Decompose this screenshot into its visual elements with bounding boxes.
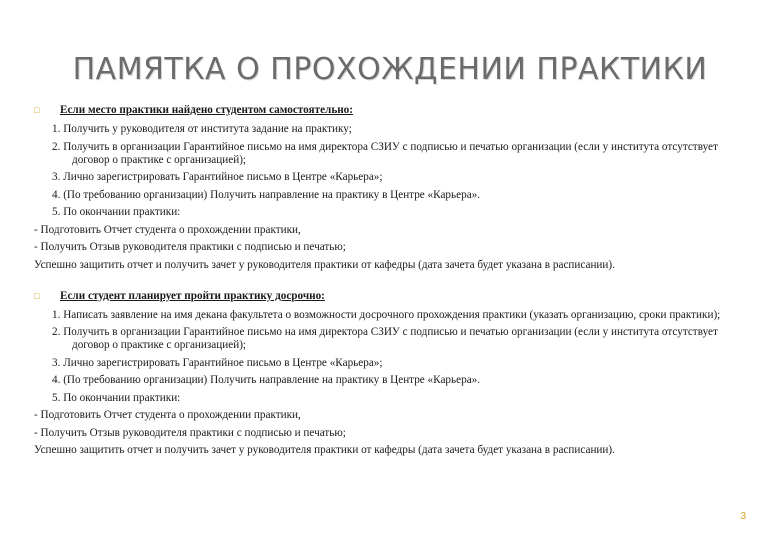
item-number: 1. <box>52 308 61 321</box>
section-early <box>34 290 746 458</box>
list-item <box>34 392 746 405</box>
square-bullet-icon: □ <box>34 105 40 115</box>
item-number: 1. <box>52 123 61 135</box>
item-text: Получить в организации Гарантийное письмо на имя директора СЗИУ с подписью и печатью организации (если у института отсутствует договор о практике с организацией); <box>63 326 718 351</box>
list-item <box>34 141 746 167</box>
item-number: 3. <box>52 171 61 183</box>
list-item <box>34 309 746 322</box>
item-text: Получить у руководителя от института задание на практику; <box>63 123 352 135</box>
item-text: Успешно защитить отчет и получить зачет у руководителя практики от кафедры (дата зачета будет указана в расписании). <box>34 258 615 271</box>
list-item <box>34 189 746 202</box>
list-item <box>34 224 746 237</box>
item-text: - Подготовить Отчет студента о прохождении практики, <box>34 409 301 421</box>
item-text: По окончании практики: <box>63 206 181 218</box>
item-text: - Подготовить Отчет студента о прохождении практики, <box>34 223 301 236</box>
list-item <box>34 259 746 272</box>
item-text: Получить в организации Гарантийное письмо на имя директора СЗИУ с подписью и печатью организации (если у института отсутствует договор о практике с организацией); <box>63 140 718 166</box>
section-heading-text: Если место практики найдено студентом самостоятельно: <box>60 104 354 116</box>
item-text: Написать заявление на имя декана факультета о возможности досрочного прохождения практики (указать организацию, сроки практики); <box>63 308 721 321</box>
slide-title: ПАМЯТКА О ПРОХОЖДЕНИИ ПРАКТИКИ <box>72 52 708 87</box>
list-item <box>34 409 746 422</box>
item-number: 5. <box>52 206 61 218</box>
square-bullet-icon: □ <box>34 290 40 301</box>
slide-content <box>34 104 746 462</box>
list-item <box>34 241 746 254</box>
item-text: Лично зарегистрировать Гарантийное письмо в Центре «Карьера»; <box>63 356 383 369</box>
list-item <box>34 326 746 352</box>
item-text: (По требованию организации) Получить направление на практику в Центре «Карьера». <box>63 188 481 201</box>
list-item <box>34 444 746 457</box>
page-number: 3 <box>740 511 746 522</box>
item-text: Лично зарегистрировать Гарантийное письмо в Центре «Карьера»; <box>63 171 383 183</box>
item-number: 3. <box>52 356 61 369</box>
section-heading <box>34 290 746 303</box>
item-text: - Получить Отзыв руководителя практики с подписью и печатью; <box>34 426 346 439</box>
item-text: (По требованию организации) Получить направление на практику в Центре «Карьера». <box>63 374 481 386</box>
item-number: 4. <box>52 374 61 386</box>
section-heading <box>34 104 746 117</box>
item-number: 2. <box>52 140 61 153</box>
list-item <box>34 427 746 440</box>
list-item <box>34 374 746 387</box>
list-item <box>34 123 746 136</box>
item-number: 4. <box>52 188 61 201</box>
list-item <box>34 206 746 219</box>
list-item <box>34 171 746 184</box>
section-heading-text: Если студент планирует пройти практику досрочно: <box>60 289 325 302</box>
item-number: 2. <box>52 326 61 338</box>
item-number: 5. <box>52 391 61 404</box>
list-item <box>34 357 746 370</box>
item-text: Успешно защитить отчет и получить зачет у руководителя практики от кафедры (дата зачета будет указана в расписании). <box>34 444 615 456</box>
section-self-found <box>34 104 746 272</box>
item-text: По окончании практики: <box>63 391 181 404</box>
item-text: - Получить Отзыв руководителя практики с подписью и печатью; <box>34 241 346 253</box>
